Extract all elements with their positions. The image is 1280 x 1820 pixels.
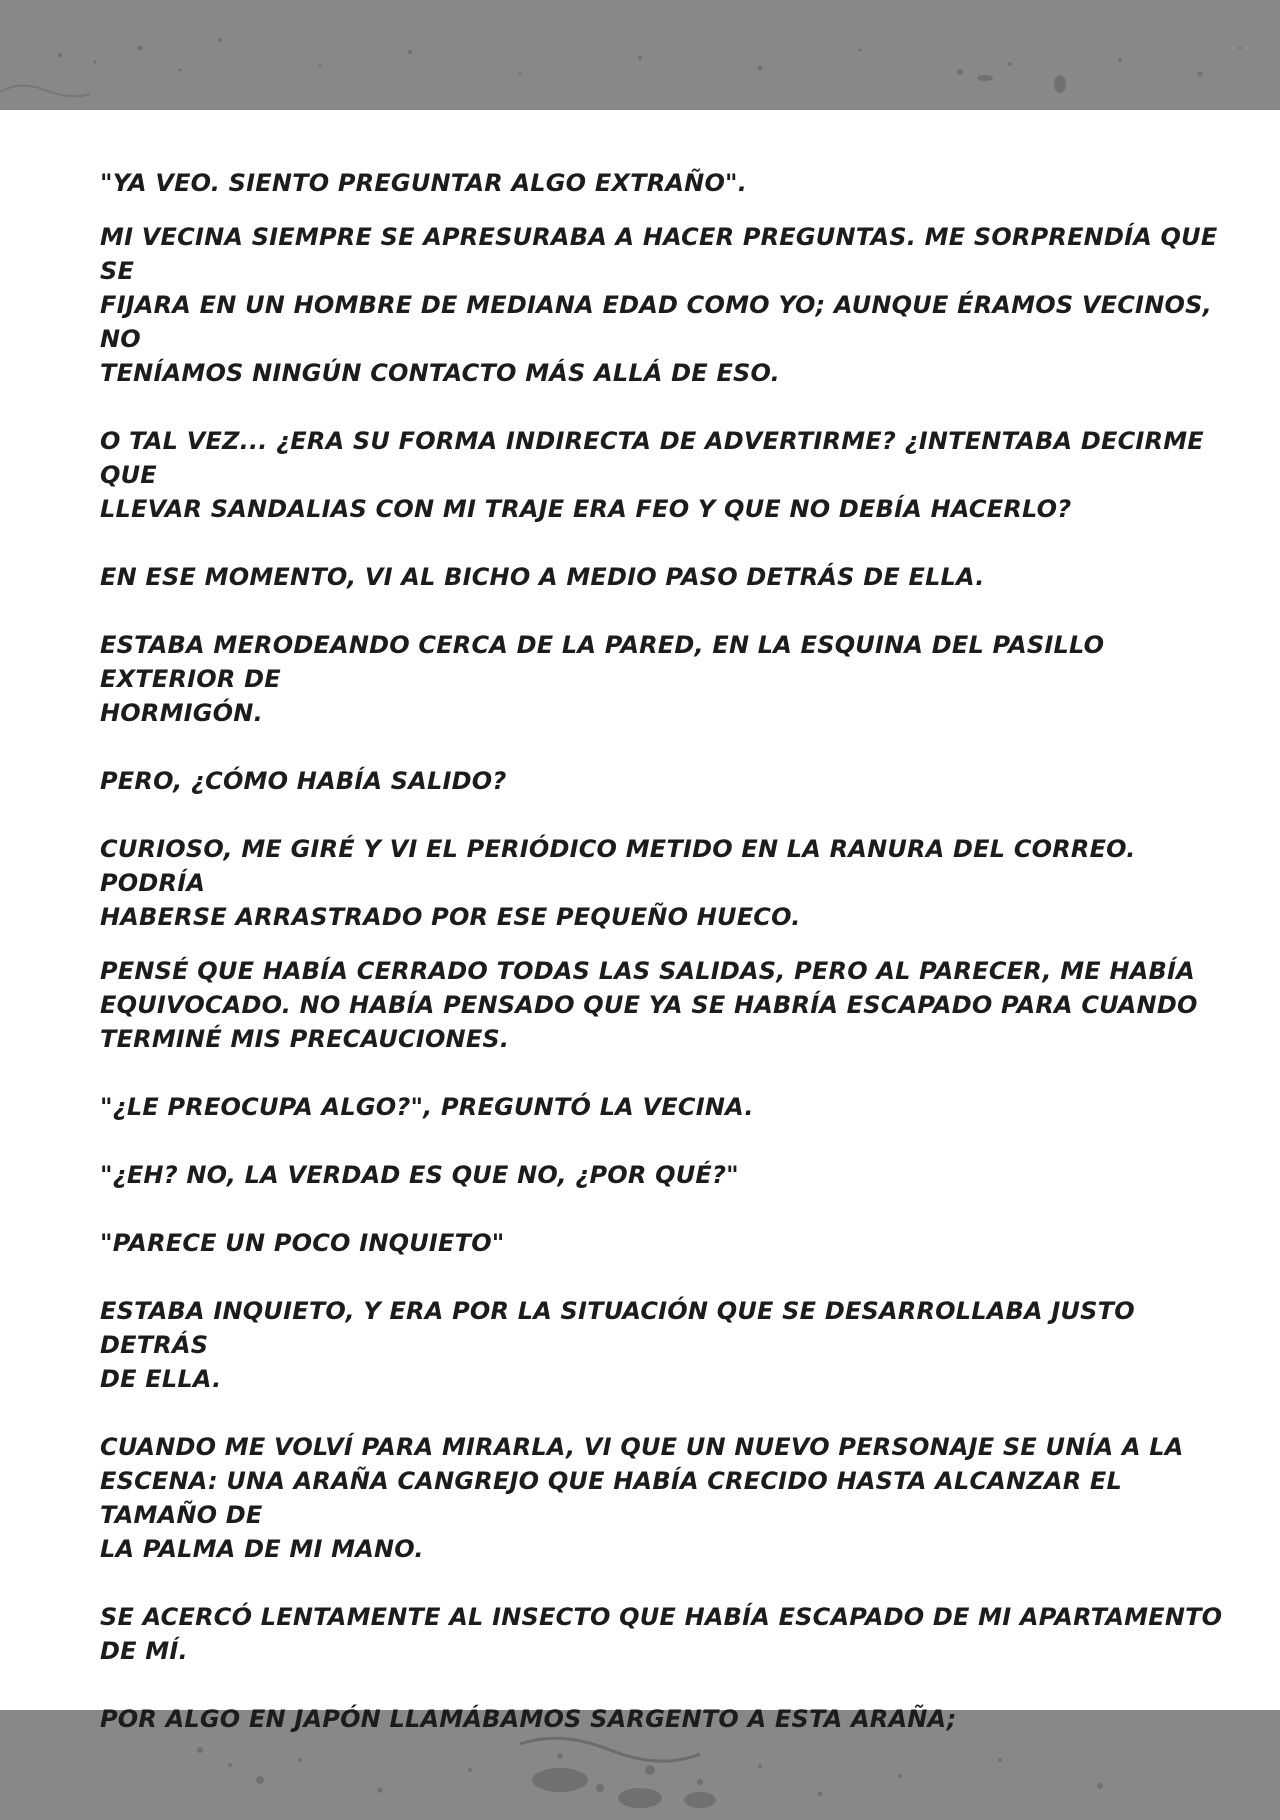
paragraph: ESTABA INQUIETO, Y ERA POR LA SITUACIÓN QUE SE DESARROLLABA JUSTO DETRÁS DE ELLA. (100, 1297, 1135, 1393)
paragraph: SE ACERCÓ LENTAMENTE AL INSECTO QUE HABÍA ESCAPADO DE MI APARTAMENTO DE MÍ. (100, 1603, 1223, 1665)
paragraph: CUANDO ME VOLVÍ PARA MIRARLA, VI QUE UN NUEVO PERSONAJE SE UNÍA A LA ESCENA: UNA ARAÑA CANGREJO QUE HABÍA CRECIDO HASTA ALCANZAR EL TAMAÑO DE LA PALMA DE MI MANO. (100, 1433, 1184, 1563)
paragraph: "¿LE PREOCUPA ALGO?", PREGUNTÓ LA VECINA. (100, 1093, 754, 1121)
paragraph: O TAL VEZ... ¿ERA SU FORMA INDIRECTA DE ADVERTIRME? ¿INTENTABA DECIRME QUE LLEVAR SANDALIAS CON MI TRAJE ERA FEO Y QUE NO DEBÍA HACERLO? (100, 427, 1204, 523)
paragraph: ESTABA MERODEANDO CERCA DE LA PARED, EN LA ESQUINA DEL PASILLO EXTERIOR DE HORMIGÓN. (100, 631, 1105, 727)
grunge-texture-top (0, 0, 1280, 110)
paragraph: PERO, ¿CÓMO HABÍA SALIDO? (100, 767, 507, 795)
story-text (100, 166, 1230, 1770)
paragraph: "YA VEO. SIENTO PREGUNTAR ALGO EXTRAÑO". (100, 169, 748, 197)
top-grunge-band (0, 0, 1280, 110)
paragraph: EN ESE MOMENTO, VI AL BICHO A MEDIO PASO DETRÁS DE ELLA. (100, 563, 985, 591)
paragraph: CURIOSO, ME GIRÉ Y VI EL PERIÓDICO METIDO EN LA RANURA DEL CORREO. PODRÍA HABERSE ARRASTRADO POR ESE PEQUEÑO HUECO. (100, 835, 1136, 931)
paragraph: POR ALGO EN JAPÓN LLAMÁBAMOS SARGENTO A ESTA ARAÑA; (100, 1705, 957, 1733)
paragraph: MI VECINA SIEMPRE SE APRESURABA A HACER PREGUNTAS. ME SORPRENDÍA QUE SE FIJARA EN UN HOMBRE DE MEDIANA EDAD COMO YO; AUNQUE ÉRAMOS VECINOS, NO TENÍAMOS NINGÚN CONTACTO MÁS ALLÁ DE ESO. (100, 223, 1218, 387)
paragraph: "PARECE UN POCO INQUIETO" (100, 1229, 505, 1257)
paragraph: PENSÉ QUE HABÍA CERRADO TODAS LAS SALIDAS, PERO AL PARECER, ME HABÍA EQUIVOCADO. NO HABÍA PENSADO QUE YA SE HABRÍA ESCAPADO PARA CUANDO TERMINÉ MIS PRECAUCIONES. (100, 957, 1198, 1053)
paragraph: "¿EH? NO, LA VERDAD ES QUE NO, ¿POR QUÉ?" (100, 1161, 739, 1189)
